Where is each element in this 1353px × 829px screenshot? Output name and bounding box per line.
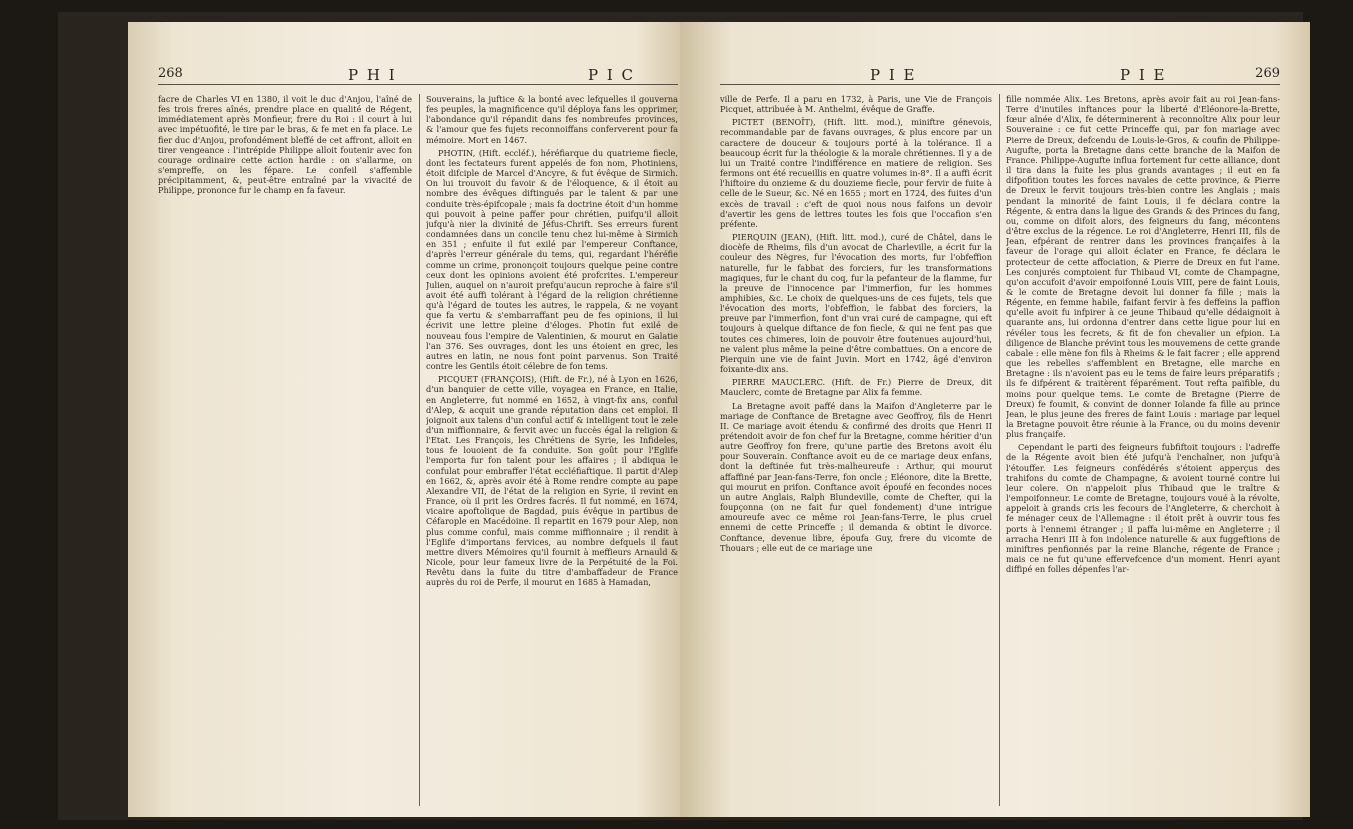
paragraph: PICQUET (FRANÇOIS), (Hift. de Fr.), né à Lyon en 1626, d'un banquier de cette ville, voyagea en France, en Italie, en Angleterre, fut nommé en 1652, à vingt-fix ans, conful d'Alep, & acquit une grande réputation dans cet emploi. Il joignoit aux talens d'un conful actif & intelligent tout le zele d'un miffionnaire, & fervit avec un fuccès égal la religion & l'Etat. Les François, les Chrétiens de Syrie, les Infideles, tous fe louoient de fa conduite. Son goût pour l'Eglife l'emporta fur fon talent pour les affaires ; il abdiqua le confulat pour embraffer l'état eccléfiaftique. Il partit d'Alep en 1662, &, après avoir été à Rome rendre compte au pape Alexandre VII, de l'état de la religion en Syrie, il revint en France, où il prit les Ordres facrés. Il fut nommé, en 1674, vicaire apoftolique de Bagdad, puis évêque in partibus de Céfarople en Macédoine. Il repartit en 1679 pour Alep, non plus comme conful, mais comme miffionnaire ; il rendit à l'Eglife d'importans fervices, au nombre defquels il faut mettre divers Mémoires qu'il fournit à meffieurs Arnauld & Nicole, pour leur fameux livre de la Perpétuité de la Foi. Revêtu dans la fuite du titre d'ambaffadeur de France auprès du roi de Perfe, il mourut en 1685 à Hamadan, [426,374,678,588]
text-column-1 [158,94,412,806]
header-rule [720,84,1280,85]
paragraph: PIERRE MAUCLERC. (Hift. de Fr.) Pierre de Dreux, dit Mauclerc, comte de Bretagne par Alix fa femme. [720,377,992,398]
column-rule [999,94,1000,806]
running-head-right: P I E [1120,66,1167,84]
paragraph: Souverains, la juftice & la bonté avec lefquelles il gouverna fes peuples, la magnificence qu'il déploya fans les opprimer, l'abondance qu'il répandit dans fes nombreufes provinces, & l'amour que fes fujets reconnoiffans conferverent pour fa mémoire. Mort en 1467. [426,94,678,145]
paragraph: Cependant le parti des feigneurs fubfiftoit toujours : l'adreffe de la Régente avoit bien été jufqu'à l'enchaîner, non jufqu'à l'étouffer. Les feigneurs confédérés s'étoient apperçus des trahifons du comte de Champagne, & avoient tourné contre lui leur colere. On n'appeloit plus Thibaud que le traître & l'empoifonneur. Le comte de Bretagne, toujours voué à la révolte, appeloit à grands cris les fecours de l'Angleterre, & cherchoit à fe ménager ceux de l'Allemagne : il étoit prêt à ouvrir tous fes ports à l'ennemi étranger ; il paffa lui-même en Angleterre ; il arracha Henri III à fon indolence naturelle & aux fuggeftions de miniftres penfionnés par la reine Blanche, régente de France ; mais ce ne fut qu'une effervefcence d'un moment. Henri ayant diffipé en folles dépenfes l'ar- [1006,442,1280,575]
page-number: 268 [158,66,183,81]
paragraph: PICTET (BENOÎT), (Hift. litt. mod.), miniftre génevois, recommandable par de favans ouvrages, & plus encore par un caractere de douceur & toujours porté à la tolérance. Il a beaucoup écrit fur la théologie & la morale chrétiennes. Il y a de lui un Traité contre l'indifférence en matiere de religion. Ses fermons ont été recueillis en quatre volumes in-8°. Il a auffi écrit l'hiftoire du onzieme & du douzieme fiecle, pour fervir de fuite à celle de le Sueur, &c. Né en 1655 ; mort en 1724, des fuites d'un excès de travail : c'eft de quoi nous nous faifons un devoir d'avertir les gens de lettres toutes les fois que l'occafion s'en préfente. [720,117,992,229]
text-column-2 [1006,94,1280,806]
page-number: 269 [1255,66,1280,81]
right-page-header [720,66,1280,86]
column-rule [419,94,420,806]
running-head-right: P I C [588,66,636,84]
left-page [128,22,693,817]
running-head-left: P I E [870,66,917,84]
text-column-2 [426,94,678,806]
running-head-left: P H I [348,66,397,84]
paragraph: La Bretagne avoit paffé dans la Maifon d'Angleterre par le mariage de Conftance de Bretagne avec Geoffroy, fils de Henri II. Ce mariage avoit étendu & confirmé des droits que Henri II prétendoit avoir de fon chef fur la Bretagne, comme héritier d'un autre Geoffroy fon frere, qu'une partie des Bretons avoit élu pour Souverain. Conftance avoit eu de ce mariage deux enfans, dont la deftinée fut très-malheureufe : Arthur, qui mourut affaffiné par Jean-fans-Terre, fon oncle ; Eléonore, dite la Brette, qui mourut en prifon. Conftance avoit époufé en fecondes noces un autre Anglais, Ralph Blundeville, comte de Chefter, qui la foupçonna (on ne fait fur quel fondement) d'une intrigue amoureufe avec ce même roi Jean-fans-Terre, le plus cruel ennemi de cette Princeffe ; il demanda & obtint le divorce. Conftance, devenue libre, époufa Guy, frere du vicomte de Thouars ; elle eut de ce mariage une [720,400,992,553]
paragraph: fille nommée Alix. Les Bretons, après avoir fait au roi Jean-fans-Terre d'inutiles inftances pour la liberté d'Eléonore-la-Brette, fœur aînée d'Alix, fe déterminerent à reconnoître Alix pour leur Souveraine : ce fut cette Princeffe qui, par fon mariage avec Pierre de Dreux, defcendu de Louis-le-Gros, & coufin de Philippe-Augufte, porta la Bretagne dans cette branche de la Maifon de France. Philippe-Augufte influa fortement fur cette alliance, dont il tira dans la fuite les plus grands avantages ; il eut en fa difpofition toutes les forces navales de cette province, & Pierre de Dreux le fervit toujours très-bien contre les Anglais ; mais pendant la minorité de faint Louis, il fe déclara contre la Régente, & entra dans la ligue des Grands & des Princes du fang, ou, comme on difoit alors, des feigneurs du fang, mécontens d'être exclus de la régence. Le roi d'Angleterre, Henri III, fils de Jean, efpérant de rentrer dans les provinces françaifes à la faveur de l'orage qui alloit éclater en France, fe déclara le protecteur de cette affociation, & Pierre de Dreux en fut l'ame. Les conjurés comptoient fur Thibaud VI, comte de Champagne, qu'on accufoit d'avoir empoifonné Louis VIII, pere de faint Louis, & le comte de Bretagne devoit lui donner fa fille ; mais la Régente, en femme habile, faifant fervir à fes deffeins la paffion qu'elle avoit fu infpirer à ce jeune Thibaud qu'elle dédaignoit à quarante ans, lui ordonna d'entrer dans cette ligue pour lui en révéler tous les fecrets, & fit de fon chevalier un efpion. La diligence de Blanche prévint tous les mouvemens de cette grande cabale : elle mène fon fils à Rheims & le fait facrer ; elle apprend que les rebelles s'affemblent en Bretagne, elle marche en Bretagne : ils n'avoient pas eu le tems de faire leurs préparatifs ; ils fe difpérent & traitèrent féparément. Tout refta paifible, du moins pour quelque tems. Le comte de Bretagne (Pierre de Dreux) fe foumit, & convint de donner Iolande fa fille au prince Jean, le plus jeune des freres de faint Louis : mariage par lequel la Bretagne pouvoit être réunie à la France, ou du moins devenir plus françaife. [1006,94,1280,440]
left-page-header [158,66,678,86]
header-rule [158,84,678,85]
paragraph: facre de Charles VI en 1380, il voit le duc d'Anjou, l'aîné de fes trois freres aînés, prendre place en qualité de Régent, immédiatement après Monfieur, frere du Roi : il court à lui avec impétuofité, le tire par le bras, & fe met en fa place. Le fier duc d'Anjou, profondément bleffé de cet affront, alloit en tirer vengeance : l'intrépide Philippe alloit foutenir avec fon courage ordinaire cette action hardie : on s'allarme, on s'empreffe, on les fépare. Le confeil s'affemble précipitamment, &, peut-être entraîné par la vivacité de Philippe, prononce fur le champ en fa faveur. [158,94,412,196]
paragraph: PIERQUIN (JEAN), (Hift. litt. mod.), curé de Châtel, dans le diocèfe de Rheims, fils d'un avocat de Charleville, a écrit fur la couleur des Nègres, fur l'évocation des morts, fur l'obfeffion naturelle, fur le fabbat des forciers, fur les transformations magiques, fur le chant du coq, fur la pefanteur de la flamme, fur la preuve de l'innocence par l'immerfion, fur les hommes amphibies, &c. Le choix de quelques-uns de ces fujets, tels que l'évocation des morts, l'obfeffion, le fabbat des forciers, la preuve par l'immerfion, font d'un vrai curé de campagne, qui eft toujours à quelque diftance de fon fiecle, & qui ne fent pas que toutes ces chimeres, loin de pouvoir être foutenues aujourd'hui, ne valent plus même la peine d'être combattues. On a encore de Pierquin une vie de faint Juvin. Mort en 1742, âgé d'environ foixante-dix ans. [720,232,992,375]
text-column-1 [720,94,992,806]
book-spread [58,12,1303,820]
paragraph: PHOTIN, (Hift. eccléf.), héréfiarque du quatrieme fiecle, dont les fectateurs furent appelés de fon nom, Photiniens, étoit difciple de Marcel d'Ancyre, & fut évêque de Sirmich. On lui trouvoit du favoir & de l'éloquence, & il étoit au nombre des évêques diftingués par le talent & par une conduite très-épifcopale ; mais fa doctrine étoit d'un homme qui pouvoit à peine paffer pour chrétien, puifqu'il alloit jufqu'à nier la divinité de Jéfus-Chrift. Ses erreurs furent condamnées dans un concile tenu chez lui-même à Sirmich en 351 ; enfuite il fut exilé par l'empereur Conftance, d'après l'erreur générale du tems, qui, regardant l'héréfie comme un crime, prononçoit toujours quelque peine contre ceux dont les opinions avoient été profcrites. L'empereur Julien, auquel on n'auroit prefqu'aucun reproche à faire s'il avoit été auffi tolérant à l'égard de la religion chrétienne qu'à l'égard de toutes les autres, le rappela, & ne voyant que fa vertu & s'embarraffant peu de fes opinions, il lui écrivit une lettre pleine d'éloges. Photin fut exilé de nouveau fous l'empire de Valentinien, & mourut en Galatie l'an 376. Ses ouvrages, dont les uns étoient en grec, les autres en latin, ne nous font point parvenus. Son Traité contre les Gentils étoit célebre de fon tems. [426,147,678,372]
paragraph: ville de Perfe. Il a paru en 1732, à Paris, une Vie de François Picquet, attribuée à M. Anthelmi, évêque de Graffe. [720,94,992,115]
right-page [680,22,1310,817]
